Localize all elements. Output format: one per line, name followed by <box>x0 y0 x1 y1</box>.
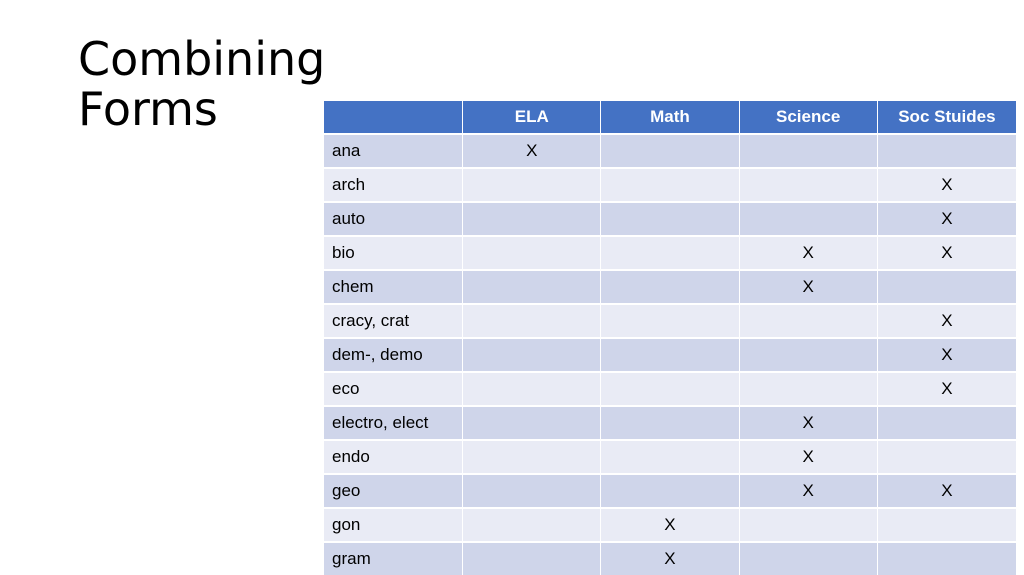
mark-cell-math: X <box>601 509 739 543</box>
slide-title: Combining Forms <box>78 32 326 136</box>
mark-cell-science <box>740 373 878 407</box>
form-cell: gon <box>324 509 463 543</box>
mark-cell-science: X <box>740 237 878 271</box>
mark-cell-soc-studies: X <box>878 339 1016 373</box>
table-row <box>324 305 1016 339</box>
form-cell: arch <box>324 169 463 203</box>
table-row <box>324 373 1016 407</box>
mark-cell-science <box>740 135 878 169</box>
mark-cell-ela <box>463 475 601 509</box>
mark-cell-ela <box>463 441 601 475</box>
form-cell: bio <box>324 237 463 271</box>
form-cell: geo <box>324 475 463 509</box>
mark-cell-science <box>740 339 878 373</box>
header-cell-science: Science <box>740 101 878 135</box>
mark-cell-soc-studies <box>878 543 1016 575</box>
table-row <box>324 271 1016 305</box>
mark-cell-soc-studies <box>878 407 1016 441</box>
mark-cell-math <box>601 373 739 407</box>
table-header-row <box>324 101 1016 135</box>
table-row <box>324 237 1016 271</box>
header-cell-ela: ELA <box>463 101 601 135</box>
header-cell-math: Math <box>601 101 739 135</box>
mark-cell-soc-studies: X <box>878 305 1016 339</box>
mark-cell-ela <box>463 543 601 575</box>
form-cell: cracy, crat <box>324 305 463 339</box>
header-cell-soc-studies: Soc Stuides <box>878 101 1016 135</box>
form-cell: electro, elect <box>324 407 463 441</box>
form-cell: endo <box>324 441 463 475</box>
table-row <box>324 339 1016 373</box>
mark-cell-ela <box>463 271 601 305</box>
mark-cell-ela <box>463 237 601 271</box>
mark-cell-ela <box>463 203 601 237</box>
combining-forms-table-container <box>324 101 1016 575</box>
mark-cell-science: X <box>740 475 878 509</box>
mark-cell-ela <box>463 169 601 203</box>
mark-cell-math <box>601 339 739 373</box>
form-cell: ana <box>324 135 463 169</box>
mark-cell-math <box>601 441 739 475</box>
mark-cell-soc-studies: X <box>878 475 1016 509</box>
table-row <box>324 543 1016 575</box>
mark-cell-science <box>740 203 878 237</box>
mark-cell-soc-studies: X <box>878 203 1016 237</box>
mark-cell-science <box>740 509 878 543</box>
mark-cell-math <box>601 475 739 509</box>
form-cell: eco <box>324 373 463 407</box>
mark-cell-math <box>601 271 739 305</box>
mark-cell-ela <box>463 339 601 373</box>
mark-cell-ela <box>463 509 601 543</box>
mark-cell-ela: X <box>463 135 601 169</box>
mark-cell-science: X <box>740 271 878 305</box>
table-row <box>324 509 1016 543</box>
table-row <box>324 441 1016 475</box>
mark-cell-soc-studies: X <box>878 237 1016 271</box>
mark-cell-math <box>601 407 739 441</box>
mark-cell-ela <box>463 407 601 441</box>
mark-cell-soc-studies: X <box>878 169 1016 203</box>
mark-cell-soc-studies <box>878 271 1016 305</box>
table-row <box>324 135 1016 169</box>
mark-cell-soc-studies <box>878 509 1016 543</box>
mark-cell-science: X <box>740 441 878 475</box>
table-row <box>324 475 1016 509</box>
form-cell: chem <box>324 271 463 305</box>
mark-cell-science: X <box>740 407 878 441</box>
form-cell: auto <box>324 203 463 237</box>
table-row <box>324 407 1016 441</box>
header-cell-form <box>324 101 463 135</box>
mark-cell-science <box>740 169 878 203</box>
mark-cell-science <box>740 543 878 575</box>
mark-cell-ela <box>463 305 601 339</box>
table-row <box>324 169 1016 203</box>
form-cell: gram <box>324 543 463 575</box>
mark-cell-math <box>601 135 739 169</box>
mark-cell-math <box>601 237 739 271</box>
mark-cell-science <box>740 305 878 339</box>
mark-cell-math <box>601 169 739 203</box>
table-row <box>324 203 1016 237</box>
combining-forms-table <box>324 101 1016 575</box>
mark-cell-math <box>601 305 739 339</box>
mark-cell-soc-studies: X <box>878 373 1016 407</box>
mark-cell-soc-studies <box>878 135 1016 169</box>
mark-cell-math <box>601 203 739 237</box>
mark-cell-math: X <box>601 543 739 575</box>
mark-cell-soc-studies <box>878 441 1016 475</box>
mark-cell-ela <box>463 373 601 407</box>
form-cell: dem-, demo <box>324 339 463 373</box>
